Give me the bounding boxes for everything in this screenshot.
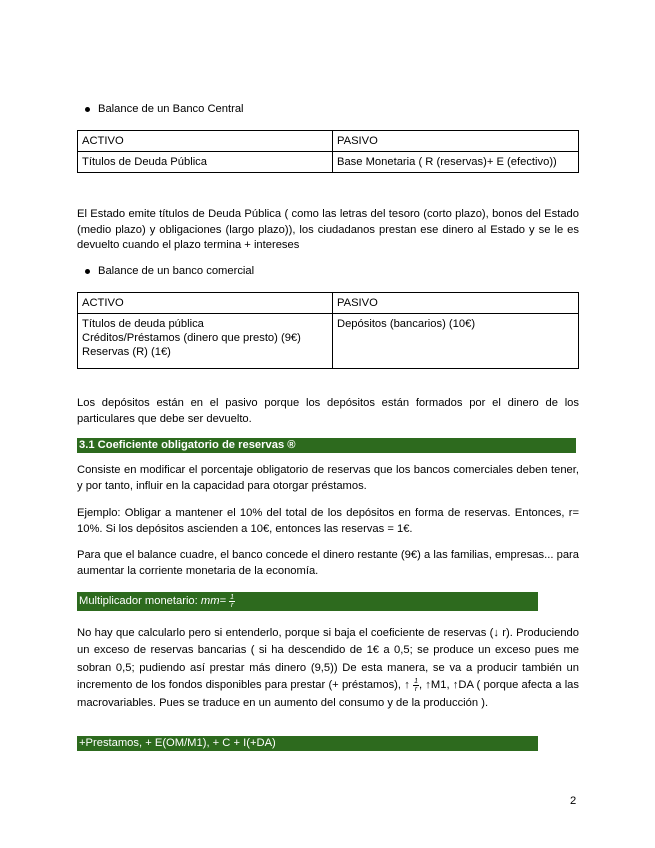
activo-line: Títulos de deuda pública xyxy=(82,318,204,330)
final-formula: +Prestamos, + E(OM/M1), + C + I(+DA) xyxy=(79,737,276,749)
table-row xyxy=(78,314,579,369)
fraction-denominator: r xyxy=(414,685,418,693)
header-pasivo: PASIVO xyxy=(333,293,579,314)
cell-activo xyxy=(78,314,333,369)
fraction-one-over-r xyxy=(229,594,235,609)
activo-line: Reservas (R) (1€) xyxy=(82,346,171,358)
header-pasivo: PASIVO xyxy=(333,131,579,152)
multiplier-formula: mm= xyxy=(200,595,227,607)
header-activo: ACTIVO xyxy=(78,293,333,314)
paragraph-estado: El Estado emite títulos de Deuda Pública ( como las letras del tesoro (corto plazo), bonos del Estado (medio plazo) y obligaciones (largo plazo)), los ciudadanos prestan ese dinero al Estado y se le es devuelto cuando el plazo termina + intereses xyxy=(77,208,579,252)
paragraph-depositos: Los depósitos están en el pasivo porque los depósitos están formados por el dinero de los particulares que debe ser devuelto. xyxy=(77,397,579,425)
header-activo: ACTIVO xyxy=(78,131,333,152)
paragraph-part-2: , ↑M1, ↑DA ( porque afecta a las macrovariables. Pues se traduce en un aumento del consumo y de la producción ). xyxy=(77,679,579,709)
cell-pasivo: Base Monetaria ( R (reservas)+ E (efectivo)) xyxy=(333,152,579,173)
paragraph-balance: Para que el balance cuadre, el banco concede el dinero restante (9€) a las familias, empresas... para aumentar la corriente monetaria de la economía. xyxy=(77,549,579,577)
bullet-text: Balance de un banco comercial xyxy=(98,265,255,277)
fraction-numerator: 1 xyxy=(230,593,235,601)
multiplier-label: Multiplicador monetario: xyxy=(79,595,201,607)
bullet-dot xyxy=(85,269,90,274)
activo-line: Créditos/Préstamos (dinero que presto) (9€) xyxy=(82,332,301,344)
fraction-denominator: r xyxy=(230,601,234,609)
section-title: 3.1 Coeficiente obligatorio de reservas ® xyxy=(79,439,296,451)
paragraph-part-1: No hay que calcularlo pero si entenderlo, porque si baja el coeficiente de reservas (↓ r). Produciendo un exceso de reservas bancarias ( si ha descendido de 1€ a 0,5; se produce un exceso pues me sobran 0,5; pudiendo así prestar más dinero (9,5)) De esta manera, se va a producir también un incremento de los fondos disponibles para prestar (+ préstamos), ↑ xyxy=(77,627,579,692)
final-formula-bar xyxy=(77,736,538,751)
table-header-row xyxy=(78,131,579,152)
paragraph-consiste: Consiste en modificar el porcentaje obligatorio de reservas que los bancos comerciales deben tener, y por tanto, influir en la capacidad para otorgar préstamos. xyxy=(77,464,579,492)
table-row xyxy=(78,152,579,173)
bullet-text: Balance de un Banco Central xyxy=(98,103,244,115)
table-header-row xyxy=(78,293,579,314)
multiplier-bar xyxy=(77,592,538,611)
section-title-bar xyxy=(77,438,576,453)
cell-pasivo: Depósitos (bancarios) (10€) xyxy=(333,314,579,369)
table-banco-central xyxy=(77,130,579,173)
page-number: 2 xyxy=(570,795,577,807)
paragraph-explicacion xyxy=(77,625,579,712)
table-banco-comercial xyxy=(77,292,579,369)
bullet-banco-central xyxy=(98,103,244,115)
bullet-banco-comercial xyxy=(98,265,254,277)
bullet-dot xyxy=(85,107,90,112)
cell-activo: Títulos de Deuda Pública xyxy=(78,152,333,173)
fraction-numerator: 1 xyxy=(414,677,418,685)
paragraph-ejemplo: Ejemplo: Obligar a mantener el 10% del total de los depósitos en forma de reservas. Entonces, r= 10%. Si los depósitos ascienden a 10€, entonces las reservas = 1€. xyxy=(77,507,579,535)
